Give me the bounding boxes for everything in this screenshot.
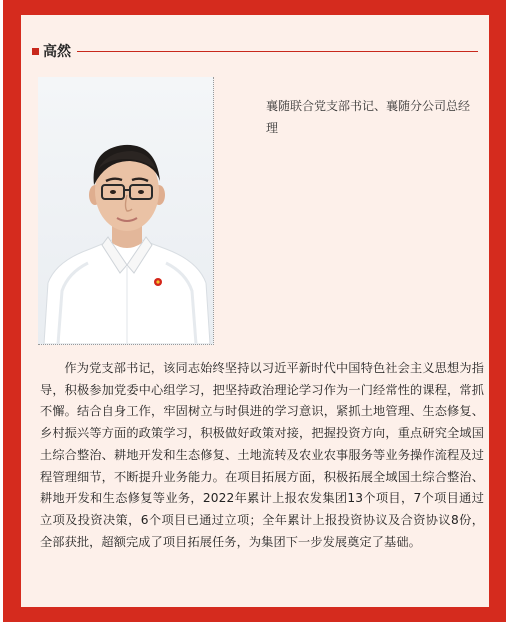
- header-divider: [77, 51, 478, 52]
- profile-card: [21, 15, 489, 607]
- biography-paragraph: 作为党支部书记，该同志始终坚持以习近平新时代中国特色社会主义思想为指导，积极参加党委中心组学习，把坚持政治理论学习作为一门经常性的课程，常抓不懈。结合自身工作，牢固树立与时俱进的学习意识，紧抓土地管理、生态修复、乡村振兴等方面的政策学习，积极做好政策对接，把握投资方向，重点研究全域国土综合整治、耕地开发和生态修复、土地流转及农业农事服务等业务操作流程及过程管理细节，不断提升业务能力。在项目拓展方面，积极拓展全域国土综合整治、耕地开发和生态修复等业务，2022年累计上报农发集团13个项目，7个项目通过立项及投资决策，6个项目已通过立项；全年累计上报投资协议及合资协议8份，全部获批，超额完成了项目拓展任务，为集团下一步发展奠定了基础。: [40, 361, 484, 549]
- section-header: [32, 41, 478, 61]
- square-bullet-icon: [32, 48, 39, 55]
- portrait-photo: [38, 77, 214, 345]
- position-title: 襄随联合党支部书记、襄随分公司总经理: [266, 99, 471, 135]
- red-frame: [3, 0, 506, 622]
- person-name: 高然: [43, 44, 71, 60]
